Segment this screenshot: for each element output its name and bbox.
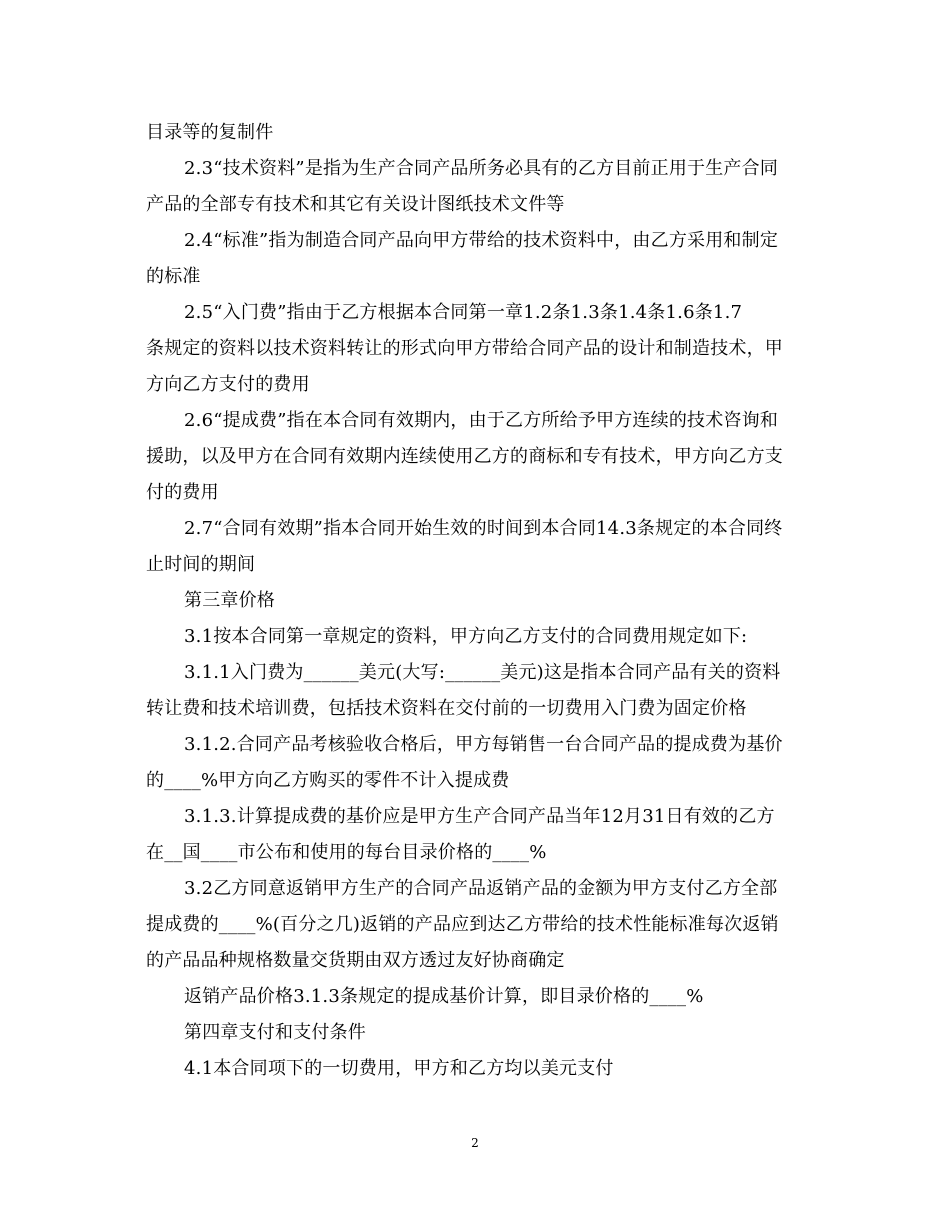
text-line: 转让费和技术培训费，包括技术资料在交付前的一切费用入门费为固定价格 — [146, 698, 747, 719]
text-line: 条规定的资料以技术资料转让的形式向甲方带给合同产品的设计和制造技术，甲 — [146, 338, 783, 359]
text-line: 止时间的期间 — [146, 554, 256, 575]
text-line: 3.1按本合同第一章规定的资料，甲方向乙方支付的合同费用规定如下: — [184, 626, 748, 647]
text-line: 在__国____市公布和使用的每台目录价格的____% — [146, 842, 547, 863]
text-line: 4.1本合同项下的一切费用，甲方和乙方均以美元支付 — [184, 1058, 614, 1079]
page-number: 2 — [471, 1136, 479, 1150]
text-line: 返销产品价格3.1.3条规定的提成基价计算，即目录价格的____% — [184, 986, 704, 1007]
text-line: 产品的全部专有技术和其它有关设计图纸技术文件等 — [146, 194, 565, 215]
text-line: 付的费用 — [146, 482, 219, 503]
text-line: 3.1.3.计算提成费的基价应是甲方生产合同产品当年12月31日有效的乙方 — [184, 806, 775, 827]
text-line: 2.3“技术资料”是指为生产合同产品所务必具有的乙方目前正用于生产合同 — [184, 158, 779, 179]
text-line: 提成费的____%(百分之几)返销的产品应到达乙方带给的技术性能标准每次返销 — [146, 914, 779, 935]
text-line: 2.7“合同有效期”指本合同开始生效的时间到本合同14.3条规定的本合同终 — [184, 518, 783, 539]
text-line: 3.2乙方同意返销甲方生产的合同产品返销产品的金额为甲方支付乙方全部 — [184, 878, 778, 899]
text-line: 的标准 — [146, 266, 201, 287]
text-line: 目录等的复制件 — [146, 122, 274, 143]
text-line: 的产品品种规格数量交货期由双方透过友好协商确定 — [146, 950, 565, 971]
text-line: 2.6“提成费”指在本合同有效期内，由于乙方所给予甲方连续的技术咨询和 — [184, 410, 779, 431]
text-line: 援助，以及甲方在合同有效期内连续使用乙方的商标和专有技术，甲方向乙方支 — [146, 446, 783, 467]
text-line: 2.4“标准”指为制造合同产品向甲方带给的技术资料中，由乙方采用和制定 — [184, 230, 779, 251]
text-line: 第三章价格 — [184, 590, 275, 611]
document-body — [146, 115, 818, 1087]
text-line: 的____%甲方向乙方购买的零件不计入提成费 — [146, 770, 510, 791]
text-line: 3.1.2.合同产品考核验收合格后，甲方每销售一台合同产品的提成费为基价 — [184, 734, 783, 755]
text-line: 方向乙方支付的费用 — [146, 374, 310, 395]
text-line: 第四章支付和支付条件 — [184, 1022, 366, 1043]
text-line: 3.1.1入门费为______美元(大写:______美元)这是指本合同产品有关的资料 — [184, 662, 781, 683]
text-line: 2.5“入门费”指由于乙方根据本合同第一章1.2条1.3条1.4条1.6条1.7 — [184, 302, 743, 323]
